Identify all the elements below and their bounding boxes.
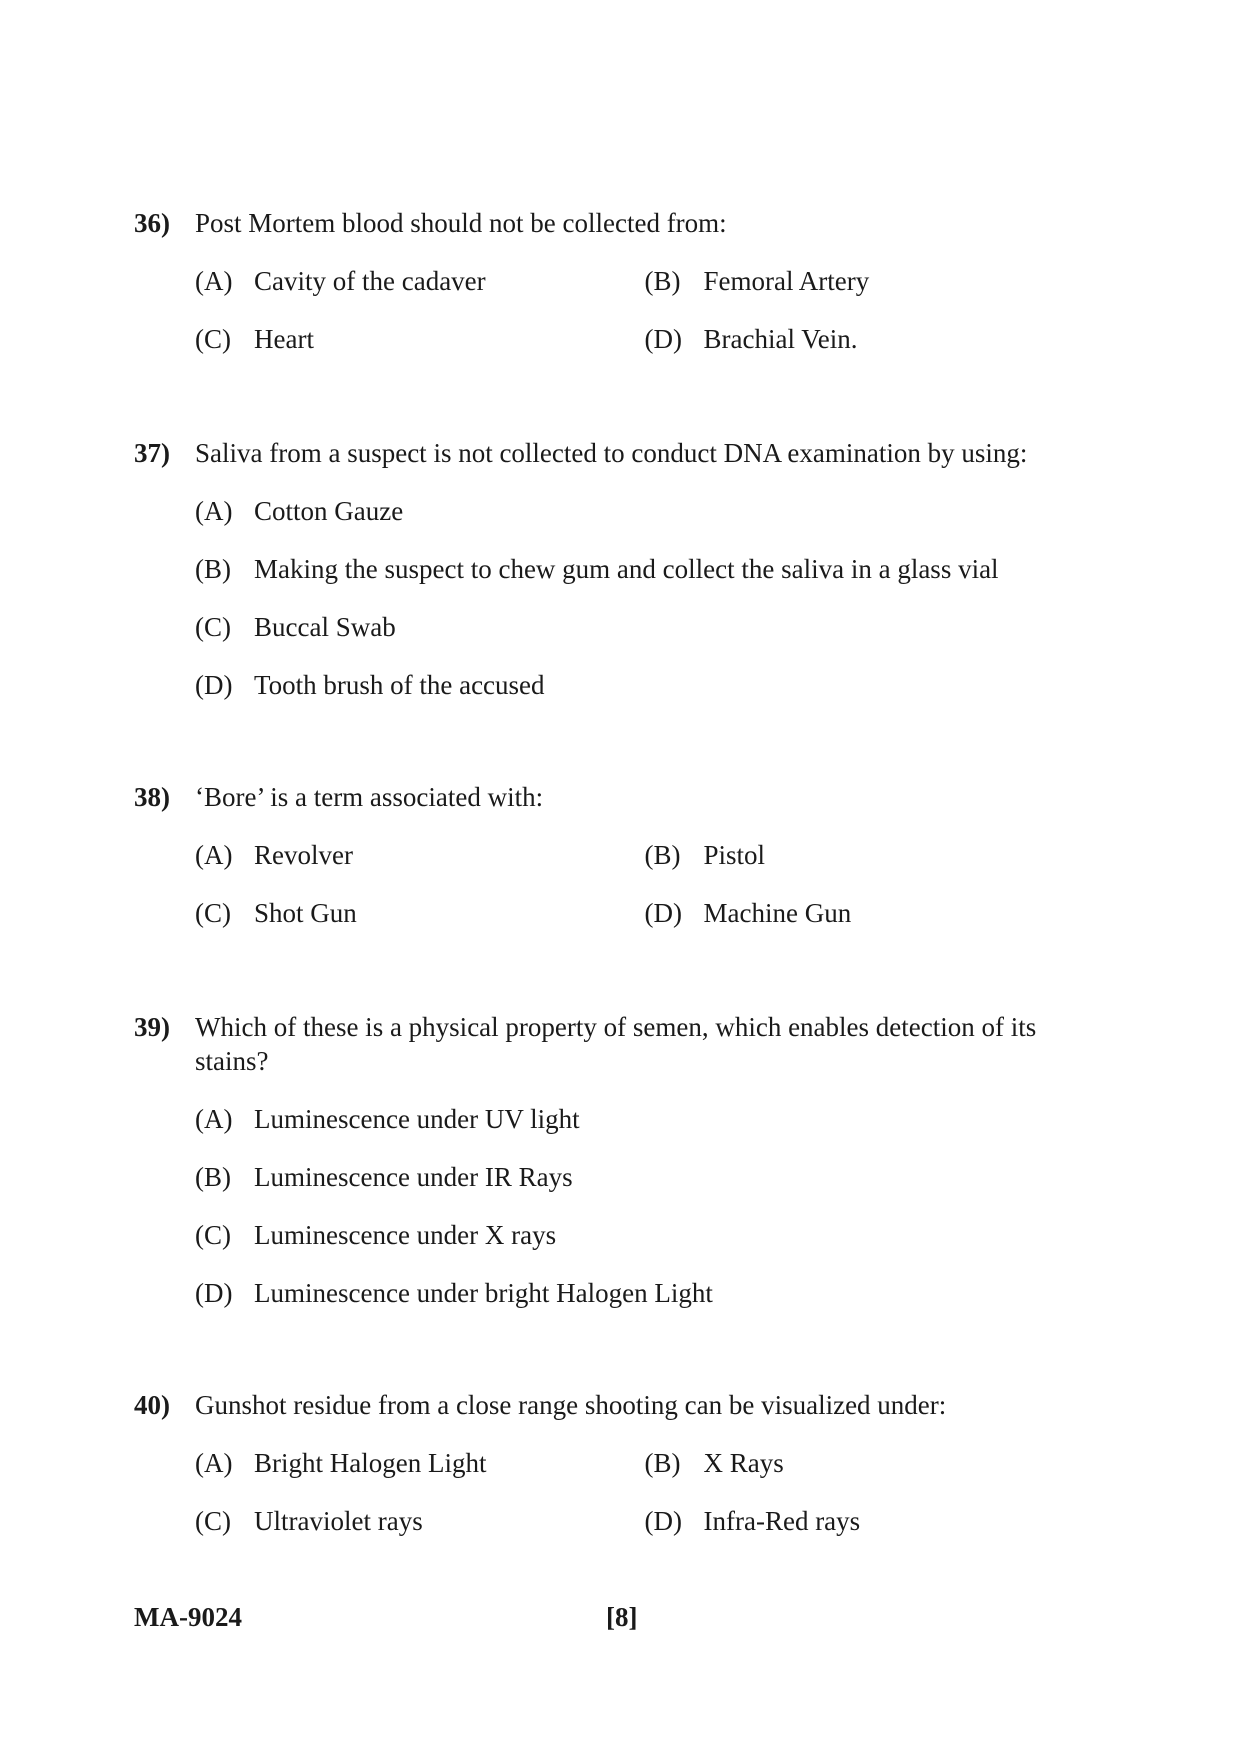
option-text: Ultraviolet rays	[254, 1506, 423, 1536]
question-38	[134, 780, 1094, 930]
page-number: [8]	[606, 1602, 638, 1632]
question-36	[134, 206, 1094, 356]
option-text: Buccal Swab	[254, 612, 396, 642]
option-letter: (C)	[195, 612, 231, 642]
option-c	[195, 1504, 645, 1538]
option-letter: (D)	[195, 1278, 233, 1308]
question-number: 40)	[134, 1390, 170, 1420]
option-letter: (A)	[195, 1104, 233, 1134]
option-letter: (A)	[195, 1448, 233, 1478]
option-d	[195, 668, 545, 702]
option-text: Shot Gun	[254, 898, 357, 928]
option-letter: (B)	[195, 1162, 231, 1192]
question-number: 36)	[134, 208, 170, 238]
option-text: Brachial Vein.	[703, 324, 858, 354]
option-text: Luminescence under UV light	[254, 1104, 580, 1134]
option-a	[195, 1446, 645, 1480]
question-text: Gunshot residue from a close range shooting can be visualized under:	[195, 1390, 947, 1420]
option-b	[195, 1160, 573, 1194]
option-text: Femoral Artery	[703, 266, 870, 296]
option-text: Bright Halogen Light	[254, 1448, 487, 1478]
option-d	[195, 1276, 713, 1310]
option-letter: (B)	[644, 266, 681, 296]
option-text: Revolver	[254, 840, 353, 870]
question-number: 38)	[134, 782, 170, 812]
option-letter: (A)	[195, 496, 233, 526]
option-text: Pistol	[703, 840, 766, 870]
option-text: Heart	[254, 324, 314, 354]
question-text: Post Mortem blood should not be collected from:	[195, 208, 727, 238]
option-a	[195, 494, 403, 528]
option-b	[195, 552, 999, 586]
option-text: Cotton Gauze	[254, 496, 404, 526]
option-a	[195, 264, 645, 298]
option-letter: (B)	[195, 554, 231, 584]
option-c	[195, 322, 645, 356]
question-39	[134, 1010, 1094, 1310]
option-text: Luminescence under X rays	[254, 1220, 557, 1250]
option-letter: (A)	[195, 840, 233, 870]
option-c	[195, 1218, 556, 1252]
option-b	[645, 838, 1095, 872]
option-letter: (C)	[195, 1506, 231, 1536]
option-text: Tooth brush of the accused	[254, 670, 545, 700]
option-letter: (D)	[195, 670, 233, 700]
option-text: Luminescence under bright Halogen Light	[254, 1278, 713, 1308]
option-text: Infra-Red rays	[703, 1506, 861, 1536]
option-letter: (D)	[644, 1506, 682, 1536]
option-letter: (C)	[195, 898, 231, 928]
question-number: 37)	[134, 438, 170, 468]
option-letter: (B)	[644, 1448, 681, 1478]
option-letter: (D)	[644, 898, 682, 928]
option-letter: (C)	[195, 1220, 231, 1250]
option-d	[645, 896, 1095, 930]
option-b	[645, 1446, 1095, 1480]
paper-code: MA-9024	[134, 1602, 242, 1632]
question-40	[134, 1388, 1094, 1538]
question-37	[134, 436, 1094, 702]
option-d	[645, 322, 1095, 356]
option-text: Luminescence under IR Rays	[254, 1162, 573, 1192]
option-a	[195, 838, 645, 872]
option-text: Machine Gun	[703, 898, 852, 928]
option-d	[645, 1504, 1095, 1538]
option-a	[195, 1102, 580, 1136]
option-text: Making the suspect to chew gum and collect the saliva in a glass vial	[254, 554, 999, 584]
question-text: ‘Bore’ is a term associated with:	[195, 782, 544, 812]
option-letter: (B)	[644, 840, 681, 870]
option-b	[645, 264, 1095, 298]
option-letter: (D)	[644, 324, 682, 354]
question-text: Which of these is a physical property of semen, which enables detection of its stains?	[195, 1012, 1037, 1076]
option-c	[195, 610, 396, 644]
option-text: X Rays	[703, 1448, 784, 1478]
option-letter: (A)	[195, 266, 233, 296]
question-text: Saliva from a suspect is not collected to conduct DNA examination by using:	[195, 438, 1028, 468]
question-number: 39)	[134, 1012, 170, 1042]
option-text: Cavity of the cadaver	[254, 266, 486, 296]
option-letter: (C)	[195, 324, 231, 354]
option-c	[195, 896, 645, 930]
